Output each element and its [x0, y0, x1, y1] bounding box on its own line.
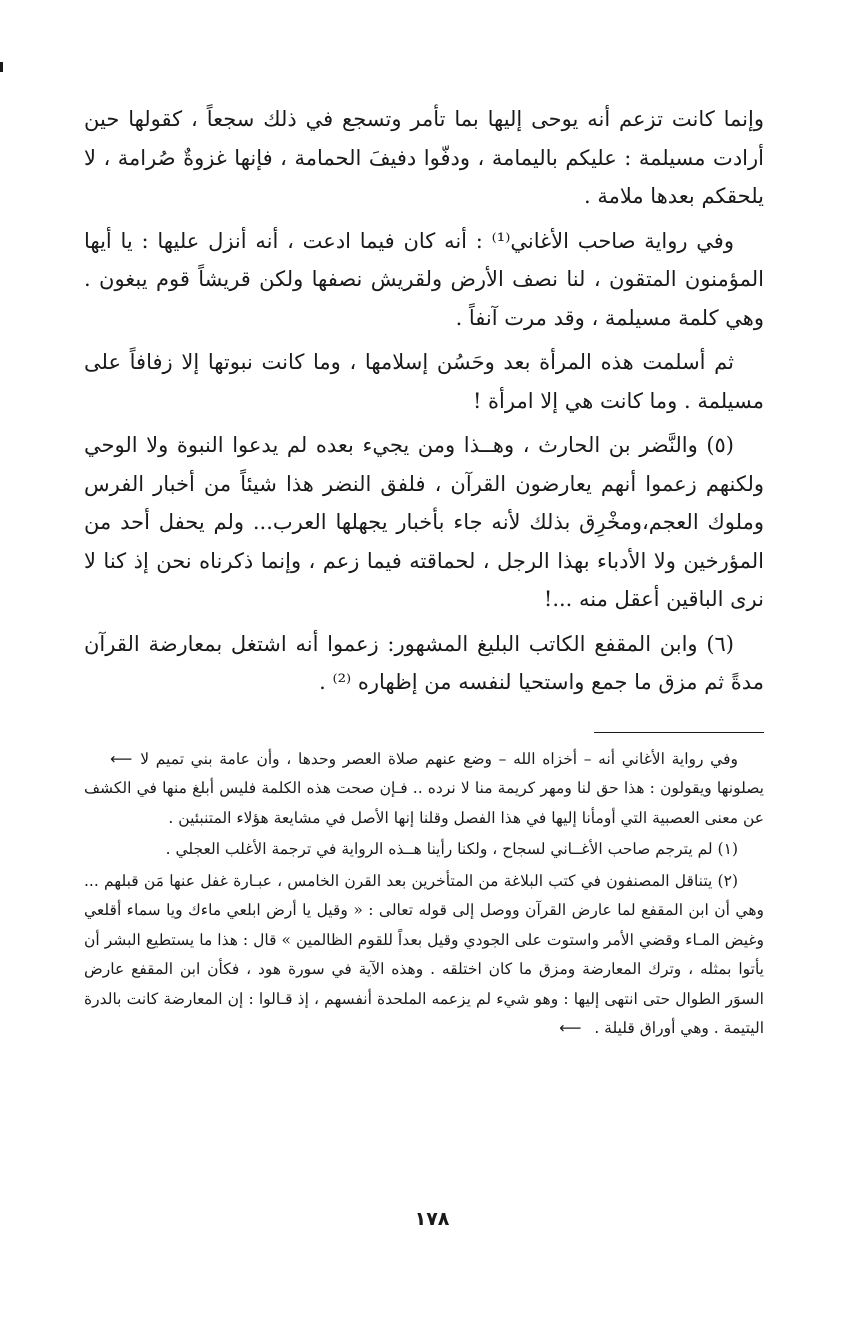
paragraph-nadr-bin-harith: (٥) والنَّضر بن الحارث ، وهــذا ومن يجيء بعده لم يدعوا النبوة ولا الوحي ولكنهم زعموا أنهم يعارضون القرآن ، فلفق النضر هذا شيئاً من أخبار الفرس وملوك العجم،ومخْرِق بذلك لأنه جاء بأخبار يجهلها العرب... ولم يحفل أحد من المؤرخين ولا الأدباء بهذا الرجل ، لحماقته فيما زعم ، وإنما ذكرناه نحن إذ كنا لا نرى الباقين أعقل منه ...!: [84, 433, 764, 611]
paragraph-aghani-narration: وفي رواية صاحب الأغاني⁽¹⁾ : أنه كان فيما ادعت ، أنه أنزل عليها : يا أيها المؤمنون المتقون ، لنا نصف الأرض ولقريش نصفها ولكن قريشاً قوم يبغون . وهي كلمة مسيلمة ، وقد مرت آنفاً .: [84, 228, 764, 330]
book-page: [84, 100, 764, 1046]
footnote-1: (١) لم يترجم صاحب الأغــاني لسجاح ، ولكنا رأينا هــذه الرواية في ترجمة الأغلب العجلي .: [165, 840, 738, 858]
footnote-continuation-text: وفي رواية الأغاني أنه – أخزاه الله – وضع عنهم صلاة العصر وحدها ، وأن عامة بني تميم لا يصلونها ويقولون : هذا حق لنا ومهر كريمة منا لا نرده .. فـإن صحت هذه الكلمة فليس أبلغ منها في الكشف عن معنى العصبية التي أومأنا إليها في هذا الفصل وقلنا إنها الأصل في مشايعة هؤلاء المتنبئين .: [84, 749, 764, 827]
footnote-2: [84, 867, 764, 1044]
paragraph-conversion: ثم أسلمت هذه المرأة بعد وحَسُن إسلامها ، وما كانت نبوتها إلا زفافاً على مسيلمة . وما كانت هي إلا امرأة !: [84, 350, 764, 413]
continuation-arrow-icon: ⟵: [110, 749, 133, 768]
margin-mark: [0, 62, 3, 72]
footnote-continuation: [84, 745, 764, 834]
footnote-divider: [594, 732, 764, 733]
footnotes: [84, 745, 764, 1044]
page-number: ١٧٨: [414, 1208, 450, 1230]
paragraph-ibn-muqaffa: (٦) وابن المقفع الكاتب البليغ المشهور: زعموا أنه اشتغل بمعارضة القرآن مدةً ثم مزق ما جمع واستحيا لنفسه من إظهاره ⁽²⁾ .: [84, 631, 764, 694]
trailing-arrow-icon: ⟵: [559, 1019, 582, 1037]
footnote-2-text: (٢) يتناقل المصنفون في كتب البلاغة من المتأخرين بعد القرن الخامس ، عبـارة غفل عنها مَن قبلهم ... وهي أن ابن المقفع لما عارض القرآن ووصل إلى قوله تعالى : « وقيل يا أرض ابلعي ماءك ويا سماء أقلعي وغيض المـاء وقضي الأمر واستوت على الجودي وقيل بعداً للقوم الظالمين » قال : هذا ما يستطيع البشر أن يأتوا بمثله ، وترك المعارضة ومزق ما كان اختلقه . وهذه الآية في سورة هود ، فكأن ابن المقفع عارض السوَر الطوال حتى انتهى إليها : وهو شيء لم يزعمه الملحدة أنفسهم ، إذ قـالوا : إن المعارضة كانت بالدرة اليتيمة . وهي أوراق قليلة .: [84, 871, 764, 1037]
paragraph-sajah-oracle: وإنما كانت تزعم أنه يوحى إليها بما تأمر وتسجع في ذلك سجعاً ، كقولها حين أرادت مسيلمة : عليكم باليمامة ، ودفّوا دفيفَ الحمامة ، فإنها غزوةٌ صُرامة ، لا يلحقكم بعدها ملامة .: [84, 107, 764, 208]
main-text: [84, 100, 764, 702]
